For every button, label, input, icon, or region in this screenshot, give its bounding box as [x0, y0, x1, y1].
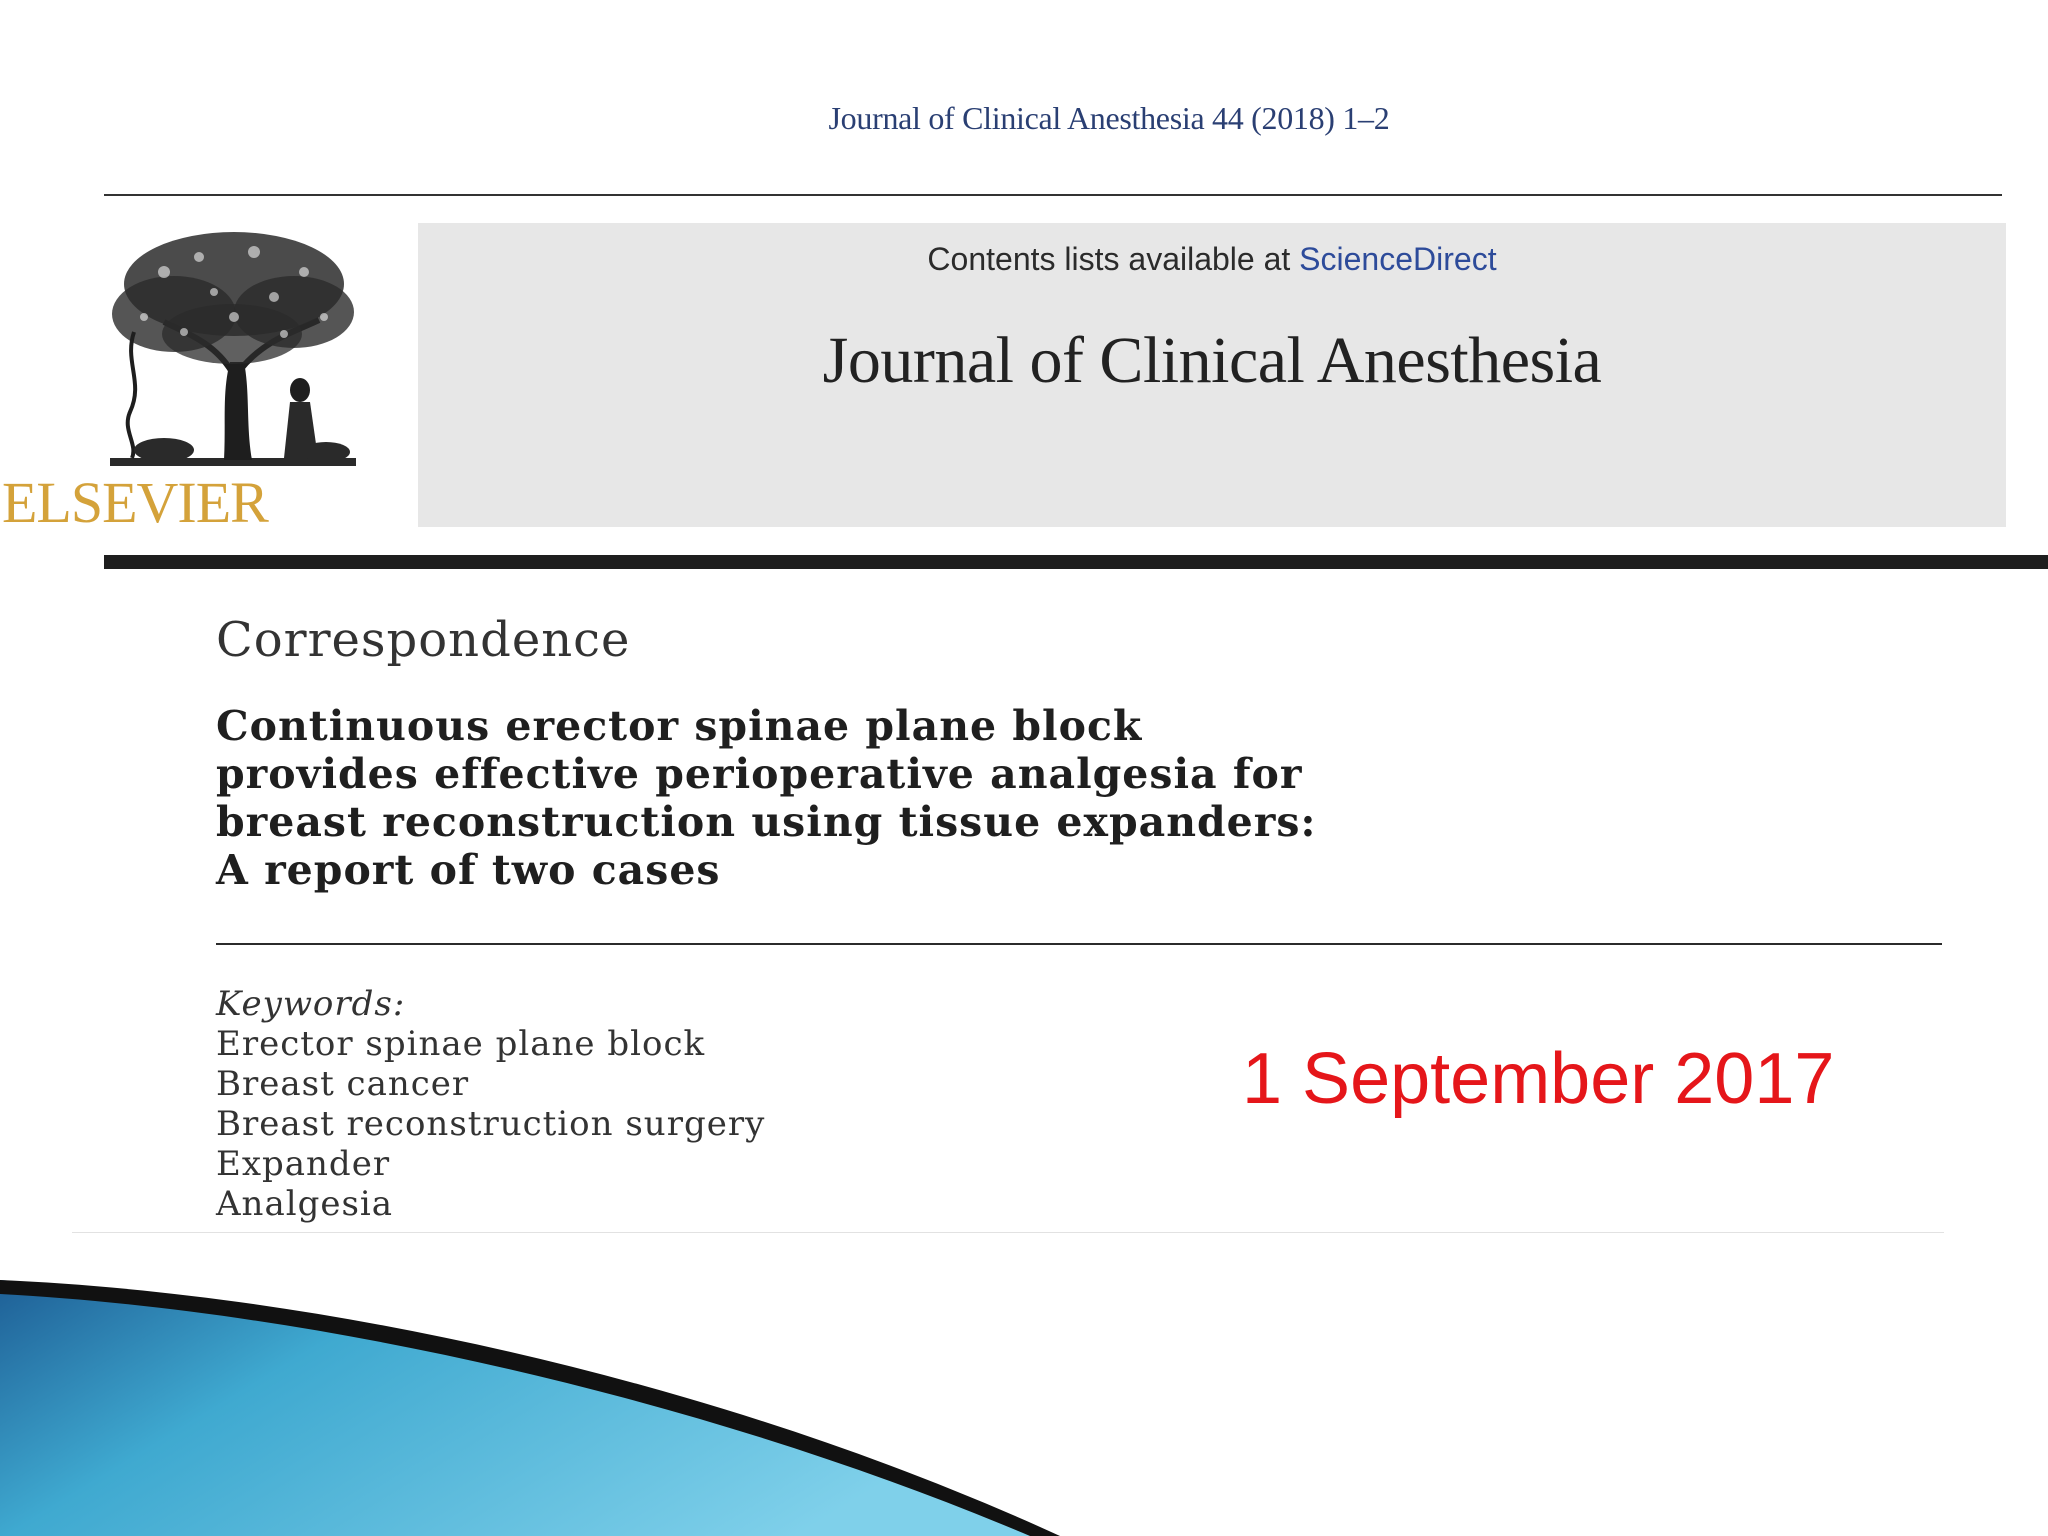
journal-banner: [418, 223, 2006, 527]
article-section: Correspondence: [216, 612, 631, 668]
header-divider: [104, 194, 2002, 196]
title-line: breast reconstruction using tissue expanders:: [216, 798, 1317, 846]
keyword-item: Breast cancer: [216, 1064, 470, 1104]
date-annotation: 1 September 2017: [1242, 1039, 1835, 1119]
slide-swoosh-decoration: [0, 1280, 2048, 1536]
title-line: A report of two cases: [216, 846, 721, 894]
title-divider: [216, 943, 1942, 945]
page-edge-line: [72, 1232, 1944, 1233]
title-line: Continuous erector spinae plane block: [216, 702, 1143, 750]
keywords-list: [216, 1024, 765, 1224]
keyword-item: Expander: [216, 1144, 391, 1184]
journal-citation: Journal of Clinical Anesthesia 44 (2018) 1–2: [828, 100, 1390, 136]
keyword-item: Breast reconstruction surgery: [216, 1104, 766, 1144]
keyword-item: Erector spinae plane block: [216, 1024, 706, 1064]
journal-title: Journal of Clinical Anesthesia: [822, 324, 1602, 397]
keywords-label: Keywords:: [216, 984, 406, 1024]
keyword-item: Analgesia: [216, 1184, 394, 1224]
publisher-name: ELSEVIER: [2, 470, 268, 535]
article-title: [216, 702, 1816, 894]
contents-prefix: Contents lists available at: [927, 241, 1300, 277]
masthead-divider: [104, 555, 2048, 569]
contents-availability: [418, 241, 2006, 278]
title-line: provides effective perioperative analgesia for: [216, 750, 1303, 798]
sciencedirect-link[interactable]: ScienceDirect: [1299, 241, 1497, 277]
